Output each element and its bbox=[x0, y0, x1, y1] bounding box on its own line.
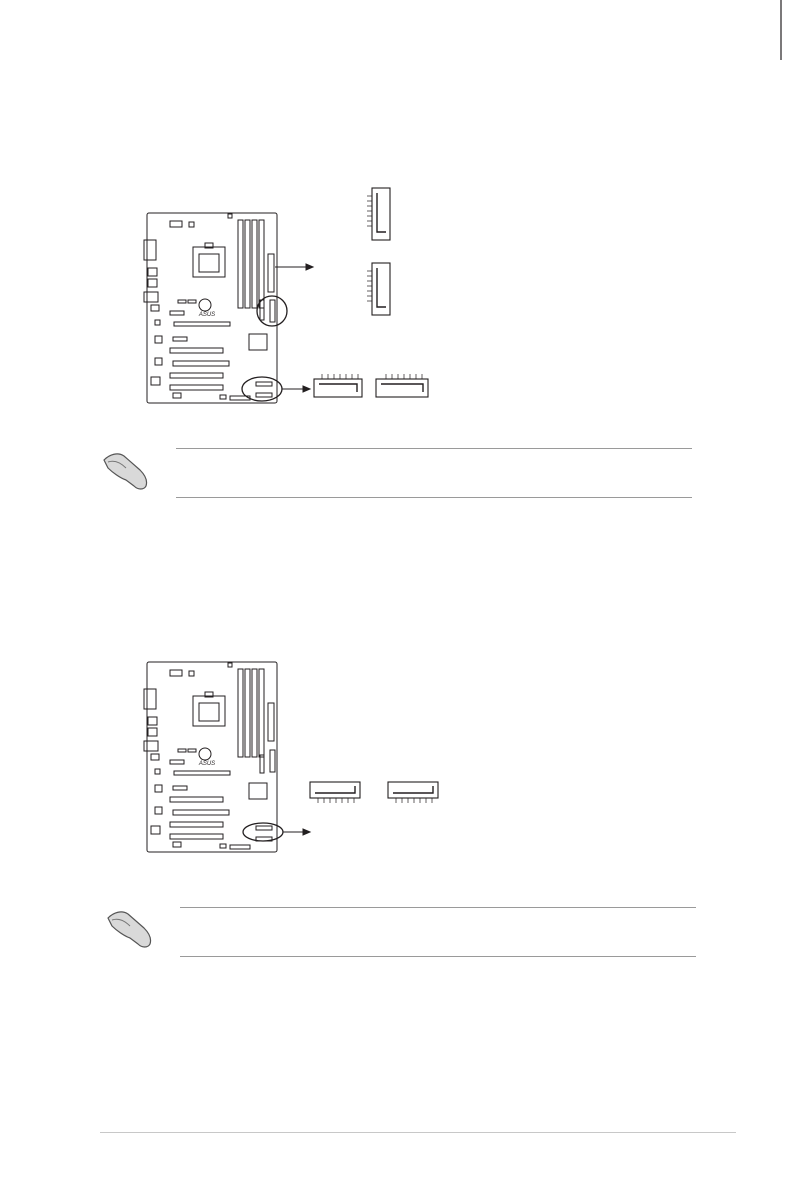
board-logo: ASUS bbox=[198, 761, 216, 767]
connector-horizontal-1 bbox=[310, 782, 360, 798]
note-rule-top-2 bbox=[180, 907, 696, 908]
note-rule-bottom-2 bbox=[180, 956, 696, 957]
footer-rule bbox=[100, 1132, 736, 1133]
connector-horizontal-2 bbox=[388, 782, 438, 798]
pointing-hand-icon bbox=[104, 898, 162, 956]
board-logo: ASUS bbox=[198, 312, 216, 318]
